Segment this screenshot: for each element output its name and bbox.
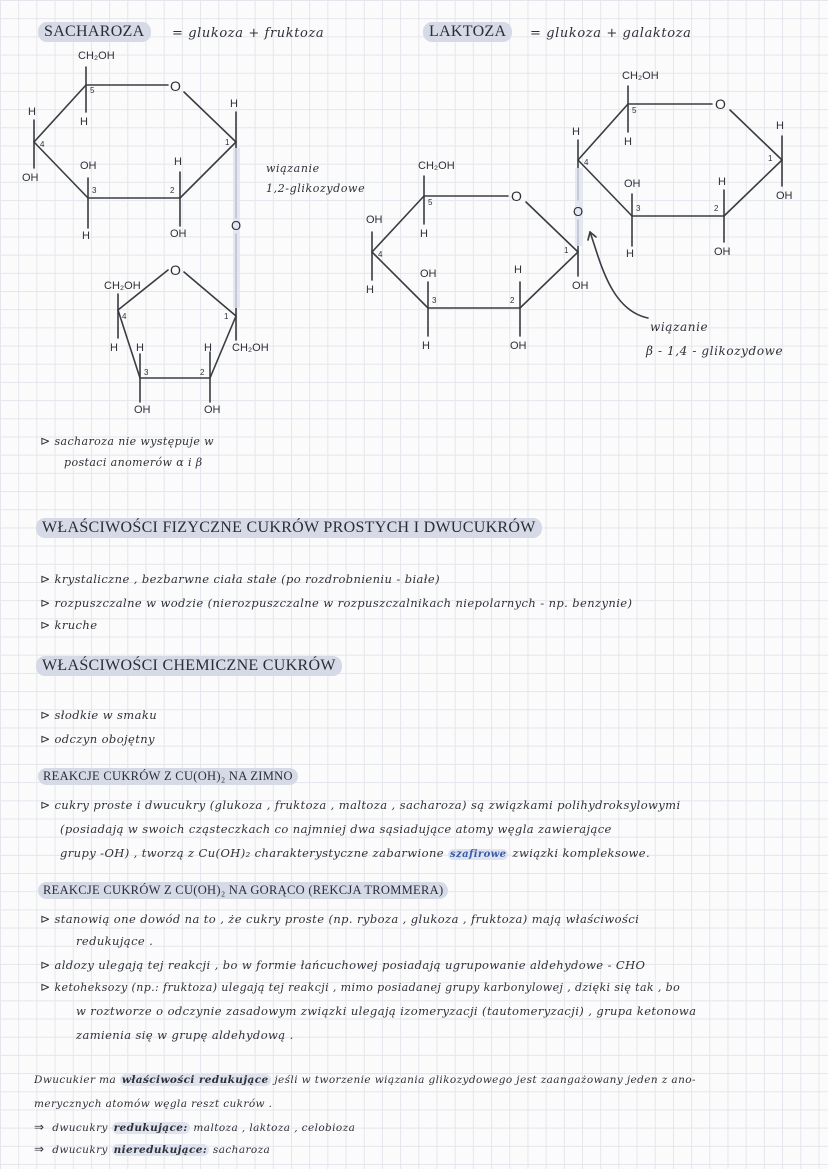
glucose-h-c4: H — [366, 284, 374, 296]
galactose-ring-oxygen: O — [715, 96, 726, 112]
sucrose-bridge-oxygen: O — [231, 218, 242, 233]
sucrose-h-c2: H — [174, 156, 182, 168]
arrow-icon: ⊳ — [40, 618, 51, 632]
fructose-ring-oxygen: O — [170, 262, 181, 278]
hot-line-2: redukujące . — [76, 934, 154, 948]
cold-line-2: (posiadają w swoich cząsteczkach co najmniej dwa sąsiadujące atomy węgla zawierające — [60, 822, 612, 836]
galactose-c5-num: 5 — [632, 106, 637, 115]
galactose-c3-num: 3 — [636, 204, 641, 213]
fructose-h-c4: H — [110, 342, 118, 354]
glucose-ch2oh: CH₂OH — [418, 160, 455, 172]
sucrose-note-line1: ⊳ sacharoza nie występuje w — [40, 434, 214, 448]
sucrose-oh-c2-bottom: OH — [170, 228, 187, 240]
sucrose-oh-left: OH — [22, 172, 39, 184]
disaccharide-line-3: ⇒ dwucukry redukujące: maltoza , laktoza , celobioza — [34, 1120, 356, 1134]
arrow-icon: ⊳ — [40, 958, 51, 972]
hot-line-5: w roztworze o odczynie zasadowym związki ulegają izomeryzacji (tautomeryzacji) , grupa ketonowa — [76, 1004, 697, 1018]
structure-diagram — [0, 0, 828, 480]
glucose-oh-c4: OH — [366, 214, 383, 226]
sucrose-ring-oxygen: O — [170, 78, 181, 94]
lactose-bond-label-2: β - 1,4 - glikozydowe — [646, 344, 784, 358]
fructose-c4-num: 4 — [122, 312, 127, 321]
hot-line-1: ⊳ stanowią one dowód na to , że cukry proste (np. ryboza , glukoza , fruktoza) mają właściwości — [40, 912, 640, 926]
physical-item-2: ⊳ rozpuszczalne w wodzie (nierozpuszczalne w rozpuszczalnikach niepolarnych - np. benzynie) — [40, 596, 633, 610]
glucose-h-c3-bottom: H — [422, 340, 430, 352]
glucose-c5-num: 5 — [428, 198, 433, 207]
hot-line-6: zamienia się w grupę aldehydową . — [76, 1028, 294, 1042]
lactose-title: LAKTOZA — [423, 22, 512, 42]
galactose-h-c2: H — [718, 176, 726, 188]
disaccharide-line-1: Dwucukier ma właściwości redukujące jeśli w tworzenie wiązania glikozydowego jest zaangażowany jeden z ano- — [34, 1074, 696, 1086]
fructose-ch2oh-right: CH₂OH — [232, 342, 269, 354]
double-arrow-icon: ⇒ — [34, 1120, 45, 1134]
galactose-oh-c1: OH — [776, 190, 793, 202]
disaccharide-line-4: ⇒ dwucukry nieredukujące: sacharoza — [34, 1142, 271, 1156]
sucrose-h-c1: H — [230, 98, 238, 110]
glucose-ring-oxygen: O — [511, 188, 522, 204]
sucrose-bond-label-2: 1,2-glikozydowe — [266, 182, 366, 195]
glucose-c4-num: 4 — [378, 250, 383, 259]
chemical-heading: WŁAŚCIWOŚCI CHEMICZNE CUKRÓW — [36, 656, 342, 676]
double-arrow-icon: ⇒ — [34, 1142, 45, 1156]
arrow-icon: ⊳ — [40, 732, 51, 746]
cold-reaction-heading: REAKCJE CUKRÓW Z CU(OH)₂ NA ZIMNO — [38, 768, 298, 785]
glucose-c2-num: 2 — [510, 296, 515, 305]
chemical-item-1: ⊳ słodkie w smaku — [40, 708, 158, 722]
glucose-oh-c2-bottom: OH — [510, 340, 527, 352]
arrow-icon: ⊳ — [40, 434, 51, 448]
galactose-h-c1: H — [776, 120, 784, 132]
glucose-oh-c3: OH — [420, 268, 437, 280]
sucrose-oh-c3: OH — [80, 160, 97, 172]
lactose-bond-label-1: wiązanie — [650, 320, 709, 334]
fructose-ch2oh-left: CH₂OH — [104, 280, 141, 292]
galactose-oh-c3: OH — [624, 178, 641, 190]
physical-item-1: ⊳ krystaliczne , bezbarwne ciała stałe (po rozdrobnieniu - białe) — [40, 572, 441, 586]
galactose-c1-num: 1 — [768, 154, 773, 163]
sucrose-bond-label-1: wiązanie — [266, 162, 320, 175]
arrow-icon: ⊳ — [40, 708, 51, 722]
reducing-properties-highlight: właściwości redukujące — [121, 1074, 269, 1086]
cold-line-1: ⊳ cukry proste i dwucukry (glukoza , fruktoza , maltoza , sacharoza) są związkami polihydroksylowymi — [40, 798, 681, 812]
galactose-c2-num: 2 — [714, 204, 719, 213]
galactose-ch2oh: CH₂OH — [622, 70, 659, 82]
nonreducing-label-highlight: nieredukujące: — [113, 1144, 208, 1156]
sucrose-h-c3-bottom: H — [82, 230, 90, 242]
blue-color-highlight: szafirowe — [450, 849, 507, 860]
physical-heading: WŁAŚCIWOŚCI FIZYCZNE CUKRÓW PROSTYCH I DWUCUKRÓW — [36, 518, 542, 538]
galactose-oh-c2-bottom: OH — [714, 246, 731, 258]
sucrose-h-left: H — [28, 106, 36, 118]
physical-item-3: ⊳ kruche — [40, 618, 98, 632]
arrow-icon: ⊳ — [40, 980, 51, 994]
arrow-icon: ⊳ — [40, 912, 51, 926]
fructose-c3-num: 3 — [144, 368, 149, 377]
sucrose-ch2oh-top: CH₂OH — [78, 50, 115, 62]
cold-line-3: grupy -OH) , tworzą z Cu(OH)₂ charakterystyczne zabarwione szafirowe związki kompleksowe. — [60, 846, 651, 860]
lactose-equation: = glukoza + galaktoza — [530, 26, 692, 41]
disaccharide-line-2: merycznych atomów węgla reszt cukrów . — [34, 1098, 273, 1110]
fructose-c1-num: 1 — [224, 312, 229, 321]
sucrose-c1-num: 1 — [225, 138, 230, 147]
glucose-c1-num: 1 — [564, 246, 569, 255]
sucrose-h-c5: H — [80, 116, 88, 128]
fructose-c2-num: 2 — [200, 368, 205, 377]
fructose-oh-c2: OH — [204, 404, 221, 416]
sucrose-c3-num: 3 — [92, 186, 97, 195]
hot-line-4: ⊳ ketoheksozy (np.: fruktoza) ulegają tej reakcji , mimo posiadanej grupy karbonylowej , dzięki się tak , bo — [40, 980, 681, 994]
fructose-oh-c3: OH — [134, 404, 151, 416]
sucrose-c4-num: 4 — [40, 140, 45, 149]
galactose-c4-num: 4 — [584, 158, 589, 167]
sucrose-note-line2: postaci anomerów α i β — [64, 456, 203, 469]
reducing-label-highlight: redukujące: — [113, 1122, 188, 1134]
fructose-h-c3: H — [136, 342, 144, 354]
lactose-bridge-oxygen: O — [573, 204, 584, 219]
arrow-icon: ⊳ — [40, 798, 51, 812]
glucose-h-c5: H — [420, 228, 428, 240]
chemical-item-2: ⊳ odczyn obojętny — [40, 732, 155, 746]
hot-reaction-heading: REAKCJE CUKRÓW Z CU(OH)₂ NA GORĄCO (REKCJA TROMMERA) — [38, 882, 448, 899]
galactose-h-c3-bottom: H — [626, 248, 634, 260]
sucrose-c2-num: 2 — [170, 186, 175, 195]
galactose-h-c5: H — [624, 136, 632, 148]
hot-line-3: ⊳ aldozy ulegają tej reakcji , bo w formie łańcuchowej posiadają ugrupowanie aldehydowe - CHO — [40, 958, 646, 972]
glucose-oh-c1: OH — [572, 280, 589, 292]
glucose-h-c2: H — [514, 264, 522, 276]
galactose-h-c4: H — [572, 126, 580, 138]
arrow-icon: ⊳ — [40, 572, 51, 586]
arrow-icon: ⊳ — [40, 596, 51, 610]
fructose-h-c2: H — [204, 342, 212, 354]
sucrose-title: SACHAROZA — [38, 22, 151, 42]
sucrose-c5-num: 5 — [90, 86, 95, 95]
glucose-c3-num: 3 — [432, 296, 437, 305]
sucrose-equation: = glukoza + fruktoza — [172, 26, 325, 41]
